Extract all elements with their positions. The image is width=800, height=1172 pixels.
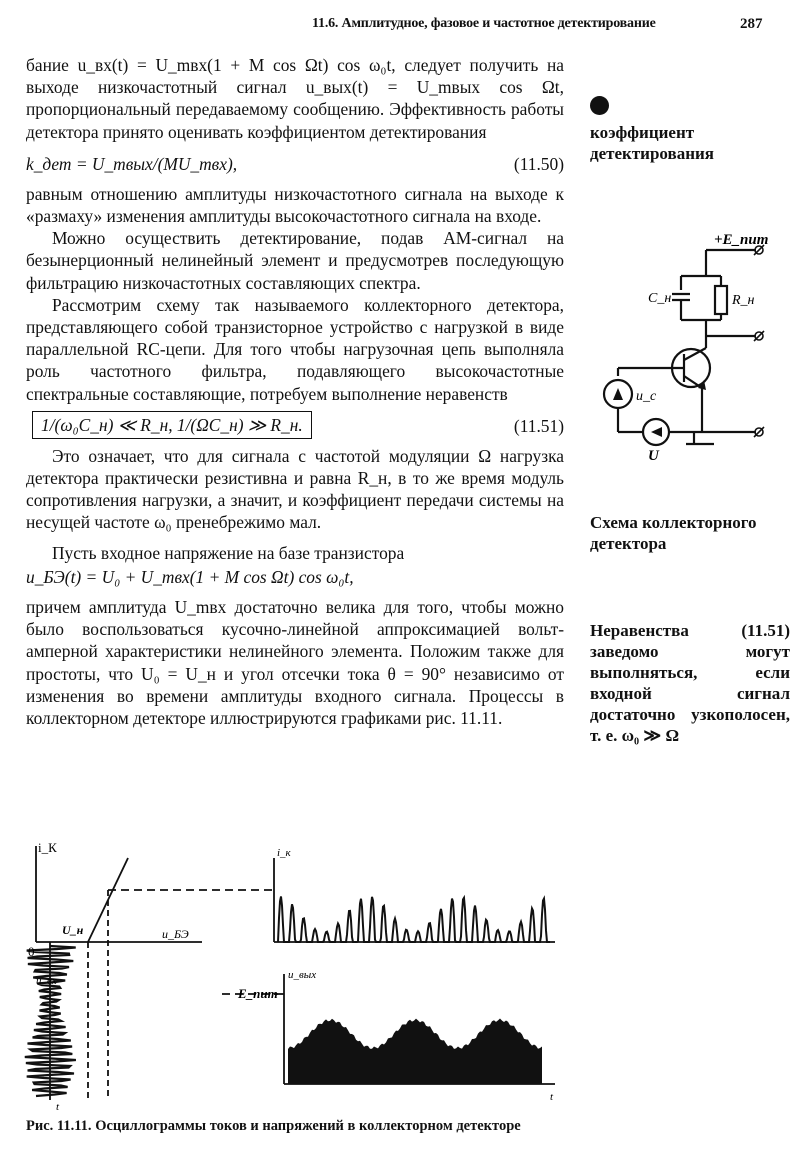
fig-label-uvyx: u_вых (288, 969, 317, 981)
section-title: 11.6. Амплитудное, фазовое и частотное детектирование (312, 16, 656, 31)
margin-note-coefficient: коэффициент детектирования (590, 123, 714, 163)
fig-label-t1: t (56, 1101, 60, 1110)
equation-11-50-formula: k_дет = U_mвых/(MU_mвх), (26, 153, 238, 174)
equation-11-51-number: (11.51) (513, 415, 564, 436)
paragraph-4: Рассмотрим схему так называемого коллекторного детектора, представляющего собой транзисторное устройство с нагрузкой в виде параллельной RC-цепи. Для того чтобы нагрузочная цепь выполняла роль частотного фильтра, подавляющего высокочастотные спектральные составляющие, потребуем выполнение неравенств (26, 294, 564, 404)
equation-11-51 (26, 409, 564, 441)
equation-11-50-number: (11.50) (513, 153, 564, 174)
paragraph-1: бание u_вх(t) = U_mвх(1 + M cos Ωt) cos ω₀t, следует получить на выходе низкочастотный сигнал u_вых(t) = U_mвых cos Ωt, пропорциональный передаваемому сообщению. Эффективность работы детектора принято оценивать коэффициентом детектирования (26, 55, 564, 142)
circuit-label-capacitor: C_н (648, 291, 672, 306)
paragraph-6: Пусть входное напряжение на базе транзистора (52, 542, 405, 563)
paragraph-3: Можно осуществить детектирование, подав АМ-сигнал на безынерционный нелинейный элемент и предусмотрев последующую фильтрацию низкочастотных составляющих спектра. (26, 228, 564, 293)
paragraph-2: равным отношению амплитуды низкочастотного сигнала на выходе к «размаху» изменения амплитуды высокочастотного сигнала на входе. (26, 183, 564, 227)
equation-11-50 (26, 147, 564, 179)
main-text-column (26, 54, 564, 729)
page-number: 287 (740, 16, 763, 32)
fig-label-ube: u_БЭ (162, 927, 189, 941)
margin-note-circuit: Схема коллекторного детектора (590, 513, 757, 553)
equation-base-voltage: u_БЭ(t) = U₀ + U_mвх(1 + M cos Ωt) cos ω₀t, (26, 566, 354, 587)
caption-text: Осциллограммы токов и напряжений в коллекторном детекторе (95, 1118, 521, 1134)
figure-caption (26, 1118, 566, 1135)
collector-detector-circuit (596, 228, 796, 468)
margin-bullet-icon (590, 96, 609, 115)
fig-label-uvx: u_вх (36, 975, 57, 987)
circuit-label-source: u_c (636, 389, 657, 404)
fig-label-ik2: i_к (277, 847, 291, 859)
fig-label-uk: U_н (62, 923, 84, 937)
page-header (0, 14, 800, 38)
fig-label-epit: E_пит (238, 986, 278, 1001)
collector-current-pulses (278, 897, 550, 943)
margin-note-inequalities: Неравенства (11.51) заведомо могут выполняться, если входной сигнал достаточно узкополосен, т. е. ω₀ ≫ Ω (590, 621, 790, 745)
equation-11-51-formula: 1/(ω₀C_н) ≪ R_н, 1/(ΩC_н) ≫ R_н. (32, 411, 312, 439)
circuit-label-resistor: R_н (732, 293, 755, 308)
paragraph-7: причем амплитуда U_mвх достаточно велика для того, чтобы можно было воспользоваться кусочно-линейной аппроксимацией вольт-амперной характеристики нелинейного элемента. Положим также для простоты, что U₀ = U_н и угол отсечки тока θ = 90° независимо от изменения во времени амплитуды входного сигнала. Процессы в коллекторном детекторе иллюстрируются графиками рис. 11.11. (26, 597, 564, 729)
circuit-label-supply: +E_пит (714, 232, 769, 248)
fig-label-zero: 0 (28, 944, 35, 959)
fig-label-t2: t (550, 1091, 554, 1103)
output-voltage-waveform (288, 1019, 542, 1085)
circuit-label-bias: U (648, 448, 659, 464)
caption-label: Рис. 11.11. (26, 1118, 92, 1134)
oscillogram-figure (20, 838, 580, 1110)
paragraph-5: Это означает, что для сигнала с частотой модуляции Ω нагрузка детектора практически резистивна и равна R_н, в то же время модуль сопротивления нагрузки, а значит, и коэффициент передачи системы на несущей частоте ω₀ пренебрежимо мал. (26, 445, 564, 533)
fig-label-ik: i_К (38, 840, 57, 855)
